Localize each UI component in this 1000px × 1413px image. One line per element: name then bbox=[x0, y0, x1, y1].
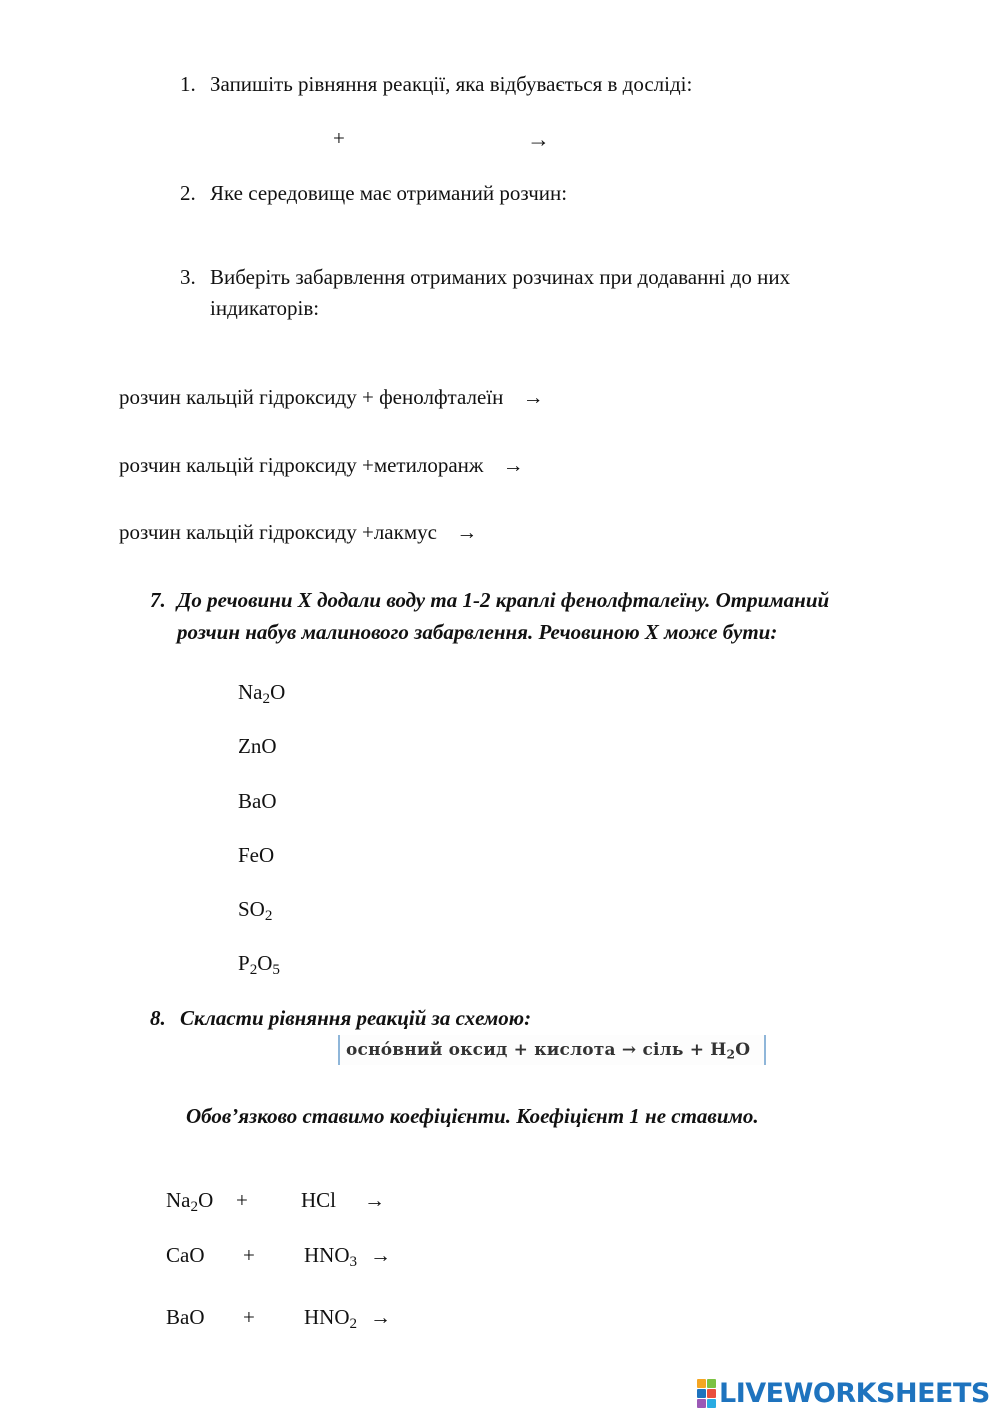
question-3 bbox=[180, 265, 790, 290]
option-bao[interactable]: BaO bbox=[238, 789, 277, 813]
option-na2o[interactable]: $Na_2O$ bbox=[238, 680, 286, 708]
indicator-text: розчин кальцій гідроксиду +лакмус bbox=[119, 520, 437, 544]
question-text-line2: розчин набув малинового забарвлення. Речовиною Х може бути: bbox=[177, 620, 778, 644]
reactant-a: CaO bbox=[166, 1243, 205, 1267]
question-text-line1: До речовини Х додали воду та 1-2 краплі фенолфталеїну. Отриманий bbox=[177, 588, 830, 612]
reactant-a: BaO bbox=[166, 1305, 205, 1329]
question-1 bbox=[180, 72, 692, 97]
question-text: Яке середовище має отриманий розчин: bbox=[210, 181, 568, 205]
indicator-line bbox=[119, 385, 544, 410]
indicator-arrow: → bbox=[456, 520, 478, 544]
option-so2[interactable]: $SO_2$ bbox=[238, 897, 273, 925]
question-7 bbox=[150, 588, 829, 613]
question-number: 1. bbox=[180, 72, 196, 96]
reaction-row bbox=[166, 1188, 214, 1216]
reactant-b: HCl bbox=[301, 1188, 337, 1212]
equation-plus: + bbox=[333, 126, 345, 150]
liveworksheets-logo[interactable] bbox=[697, 1376, 990, 1410]
equation-arrow: → bbox=[527, 127, 550, 152]
question-number: 2. bbox=[180, 181, 196, 205]
coefficient-note: Обов’язково ставимо коефіцієнти. Коефіцієнт 1 не ставимо. bbox=[186, 1104, 759, 1128]
question-2 bbox=[180, 181, 567, 206]
logo-grid-icon bbox=[697, 1379, 716, 1408]
reaction-plus: + bbox=[243, 1305, 255, 1329]
option-zno[interactable]: ZnO bbox=[238, 734, 277, 758]
reactant-a: $Na_2O$ bbox=[166, 1188, 214, 1216]
indicator-line bbox=[119, 520, 477, 545]
reaction-scheme-image: оснóвний оксид + кислота → сіль + $H_2O$ bbox=[338, 1035, 766, 1065]
option-feo[interactable]: FeO bbox=[238, 843, 275, 867]
reactant-b: $HNO_3$ bbox=[304, 1243, 358, 1271]
reactant-b: $HNO_2$ bbox=[304, 1305, 358, 1333]
question-number: 8. bbox=[150, 1006, 166, 1030]
indicator-text: розчин кальцій гідроксиду +метилоранж bbox=[119, 453, 484, 477]
question-text: Запишіть рівняння реакції, яка відбувається в досліді: bbox=[210, 72, 693, 96]
indicator-arrow: → bbox=[522, 385, 544, 409]
question-text-line2: індикаторів: bbox=[210, 296, 320, 320]
question-8 bbox=[150, 1006, 531, 1031]
question-number: 3. bbox=[180, 265, 196, 289]
reaction-arrow: → bbox=[370, 1305, 391, 1329]
question-number: 7. bbox=[150, 588, 166, 612]
indicator-text: розчин кальцій гідроксиду + фенолфталеїн bbox=[119, 385, 504, 409]
option-p2o5[interactable]: $P_2O_5$ bbox=[238, 951, 280, 979]
reaction-arrow: → bbox=[364, 1188, 385, 1212]
reaction-arrow: → bbox=[370, 1243, 391, 1267]
reaction-plus: + bbox=[243, 1243, 255, 1267]
reaction-plus: + bbox=[236, 1188, 248, 1212]
question-text-line1: Виберіть забарвлення отриманих розчинах при додаванні до них bbox=[210, 265, 791, 289]
logo-text: LIVEWORKSHEETS bbox=[719, 1377, 990, 1409]
indicator-line bbox=[119, 453, 524, 478]
question-text: Скласти рівняння реакцій за схемою: bbox=[180, 1006, 532, 1030]
indicator-arrow: → bbox=[502, 453, 524, 477]
